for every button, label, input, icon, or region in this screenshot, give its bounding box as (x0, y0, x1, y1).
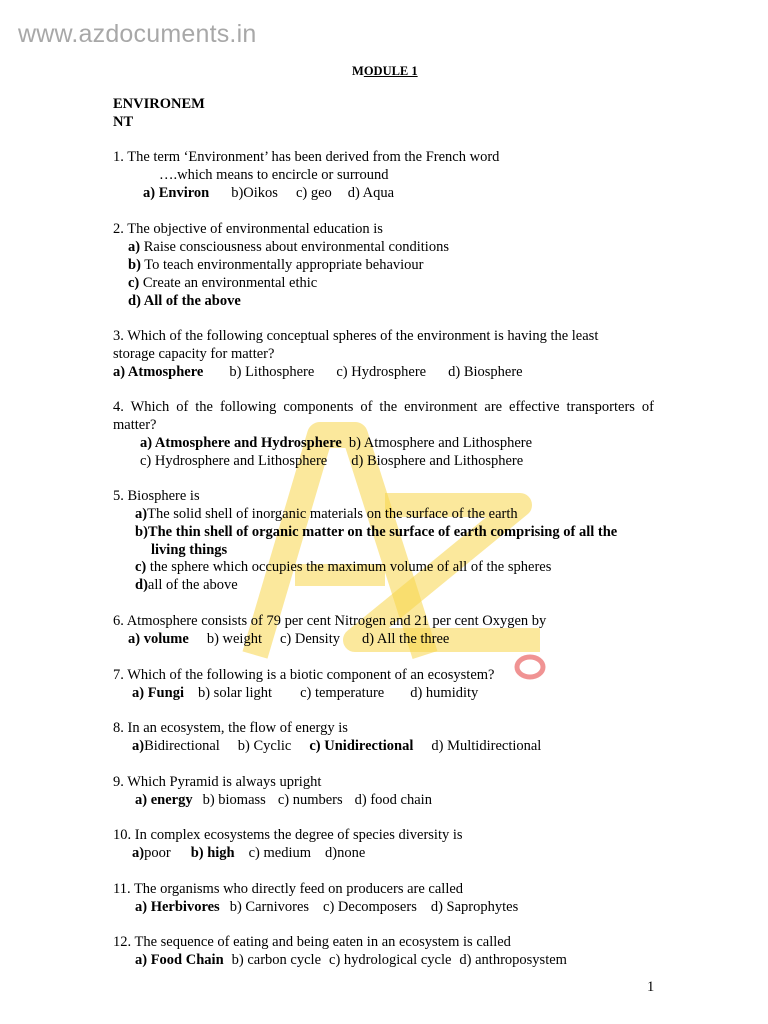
q7-options: a) Fungi b) solar light c) temperature d) humidity (132, 685, 479, 701)
q5-option-b: b)The thin shell of organic matter on the surface of earth comprising of all the (135, 524, 618, 540)
q9-options: a) energy b) biomass c) numbers d) food chain (135, 792, 432, 808)
q2-option-a: a) Raise consciousness about environmental conditions (128, 239, 449, 255)
q2-option-d: d) All of the above (128, 293, 241, 309)
q12-options: a) Food Chain b) carbon cycle c) hydrological cycle d) anthroposystem (135, 952, 567, 968)
page-number: 1 (647, 979, 655, 995)
q6-text: 6. Atmosphere consists of 79 per cent Nitrogen and 21 per cent Oxygen by (113, 613, 547, 629)
q9-text: 9. Which Pyramid is always upright (113, 774, 322, 790)
q4-options-row2: c) Hydrosphere and Lithosphere d) Biosphere and Lithosphere (140, 453, 524, 469)
q12-text: 12. The sequence of eating and being eaten in an ecosystem is called (113, 934, 511, 950)
q3-text: 3. Which of the following conceptual spheres of the environment is having the least (113, 328, 599, 344)
module-heading: MODULE 1 (352, 64, 418, 78)
q5-option-d: d)all of the above (135, 577, 238, 593)
q7-text: 7. Which of the following is a biotic component of an ecosystem? (113, 667, 495, 683)
q11-text: 11. The organisms who directly feed on producers are called (113, 881, 464, 897)
q2-option-b: b) To teach environmentally appropriate behaviour (128, 257, 424, 273)
q3-options: a) Atmosphere b) Lithosphere c) Hydrosphere d) Biosphere (113, 364, 523, 380)
q2-option-c: c) Create an environmental ethic (128, 275, 318, 291)
title-line-1: ENVIRONEM (113, 96, 205, 112)
title-line-2: NT (113, 114, 134, 130)
q4-options-row1: a) Atmosphere and Hydrosphere b) Atmosphere and Lithosphere (140, 435, 533, 451)
q1-text-2: ….which means to encircle or surround (159, 167, 389, 183)
q5-option-c: c) the sphere which occupies the maximum volume of all of the spheres (135, 559, 552, 575)
q2-text: 2. The objective of environmental education is (113, 221, 383, 237)
q3-text-2: storage capacity for matter? (113, 346, 275, 362)
q8-text: 8. In an ecosystem, the flow of energy is (113, 720, 348, 736)
q8-options: a)Bidirectional b) Cyclic c) Unidirectional d) Multidirectional (132, 738, 542, 754)
site-watermark-text: www.azdocuments.in (18, 20, 257, 48)
q1-options: a) Environ b)Oikos c) geo d) Aqua (143, 185, 395, 201)
q5-text: 5. Biosphere is (113, 488, 200, 504)
q10-text: 10. In complex ecosystems the degree of species diversity is (113, 827, 463, 843)
q1-text: 1. The term ‘Environment’ has been derived from the French word (113, 149, 500, 165)
q10-options: a)poor b) high c) medium d)none (132, 845, 366, 861)
q6-options: a) volume b) weight c) Density d) All the three (128, 631, 450, 647)
q4-text: 4. Which of the following components of the environment are effective transporters of (113, 399, 654, 415)
q5-option-b-2: living things (151, 542, 228, 558)
q11-options: a) Herbivores b) Carnivores c) Decomposers d) Saprophytes (135, 899, 519, 915)
q5-option-a: a)The solid shell of inorganic materials on the surface of the earth (135, 506, 518, 522)
q4-text-2: matter? (113, 417, 157, 433)
